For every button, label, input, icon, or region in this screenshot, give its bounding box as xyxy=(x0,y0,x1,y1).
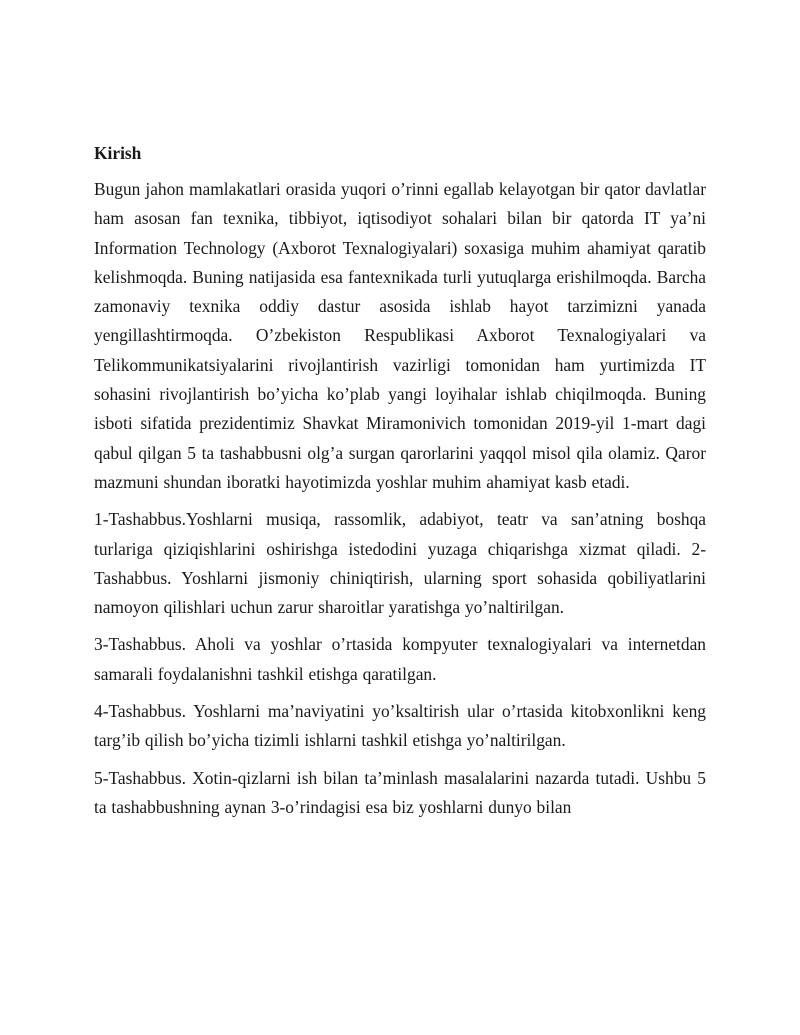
document-body xyxy=(94,140,706,822)
initiative-5-paragraph: 5-Tashabbus. Xotin-qizlarni ish bilan ta’minlash masalalarini nazarda tutadi. Ushbu 5 ta tashabbushning aynan 3-o’rindagisi esa biz yoshlarni dunyo bilan xyxy=(94,767,706,817)
intro-paragraph: Bugun jahon mamlakatlari orasida yuqori o’rinni egallab kelayotgan bir qator davlatlar ham asosan fan texnika, tibbiyot, iqtisodiyot sohalari bilan bir qatorda IT ya’ni Information Technology (Axborot Texnalogiyalari) soxasiga muhim ahamiyat qaratib kelishmoqda. Buning natijasida esa fantexnikada turli yutuqlarga erishilmoqda. Barcha zamonaviy texnika oddiy dastur asosida ishlab hayot tarzimizni yanada yengillashtirmoqda. O’zbekiston Respublikasi Axborot Texnalogiyalari va Telikommunikatsiyalarini rivojlantirish vazirligi tomonidan ham yurtimizda IT sohasini rivojlantirish bo’yicha ko’plab yangi loyihalar ishlab chiqilmoqda. Buning isboti sifatida prezidentimiz Shavkat Miramonivich tomonidan 2019-yil 1-mart dagi qabul qilgan 5 ta tashabbusni olg’a surgan qarorlarini yaqqol misol qila olamiz. Qaror mazmuni shundan iboratki hayotimizda yoshlar muhim ahamiyat kasb etadi. xyxy=(94,179,706,492)
initiative-3-paragraph: 3-Tashabbus. Aholi va yoshlar o’rtasida kompyuter texnalogiyalari va internetdan samarali foydalanishni tashkil etishga qaratilgan. xyxy=(94,634,706,684)
section-heading: Kirish xyxy=(94,143,142,163)
initiative-4-paragraph: 4-Tashabbus. Yoshlarni ma’naviyatini yo’ksaltirish ular o’rtasida kitobxonlikni keng targ’ib qilish bo’yicha tizimli ishlarni tashkil etishga yo’naltirilgan. xyxy=(94,701,706,751)
initiatives-1-2-paragraph: 1-Tashabbus.Yoshlarni musiqa, rassomlik, adabiyot, teatr va san’atning boshqa turlariga qiziqishlarini oshirishga istedodini yuzaga chiqarishga xizmat qiladi. 2-Tashabbus. Yoshlarni jismoniy chiniqtirish, ularning sport sohasida qobiliyatlarini namoyon qilishlari uchun zarur sharoitlar yaratishga yo’naltirilgan. xyxy=(94,509,706,618)
